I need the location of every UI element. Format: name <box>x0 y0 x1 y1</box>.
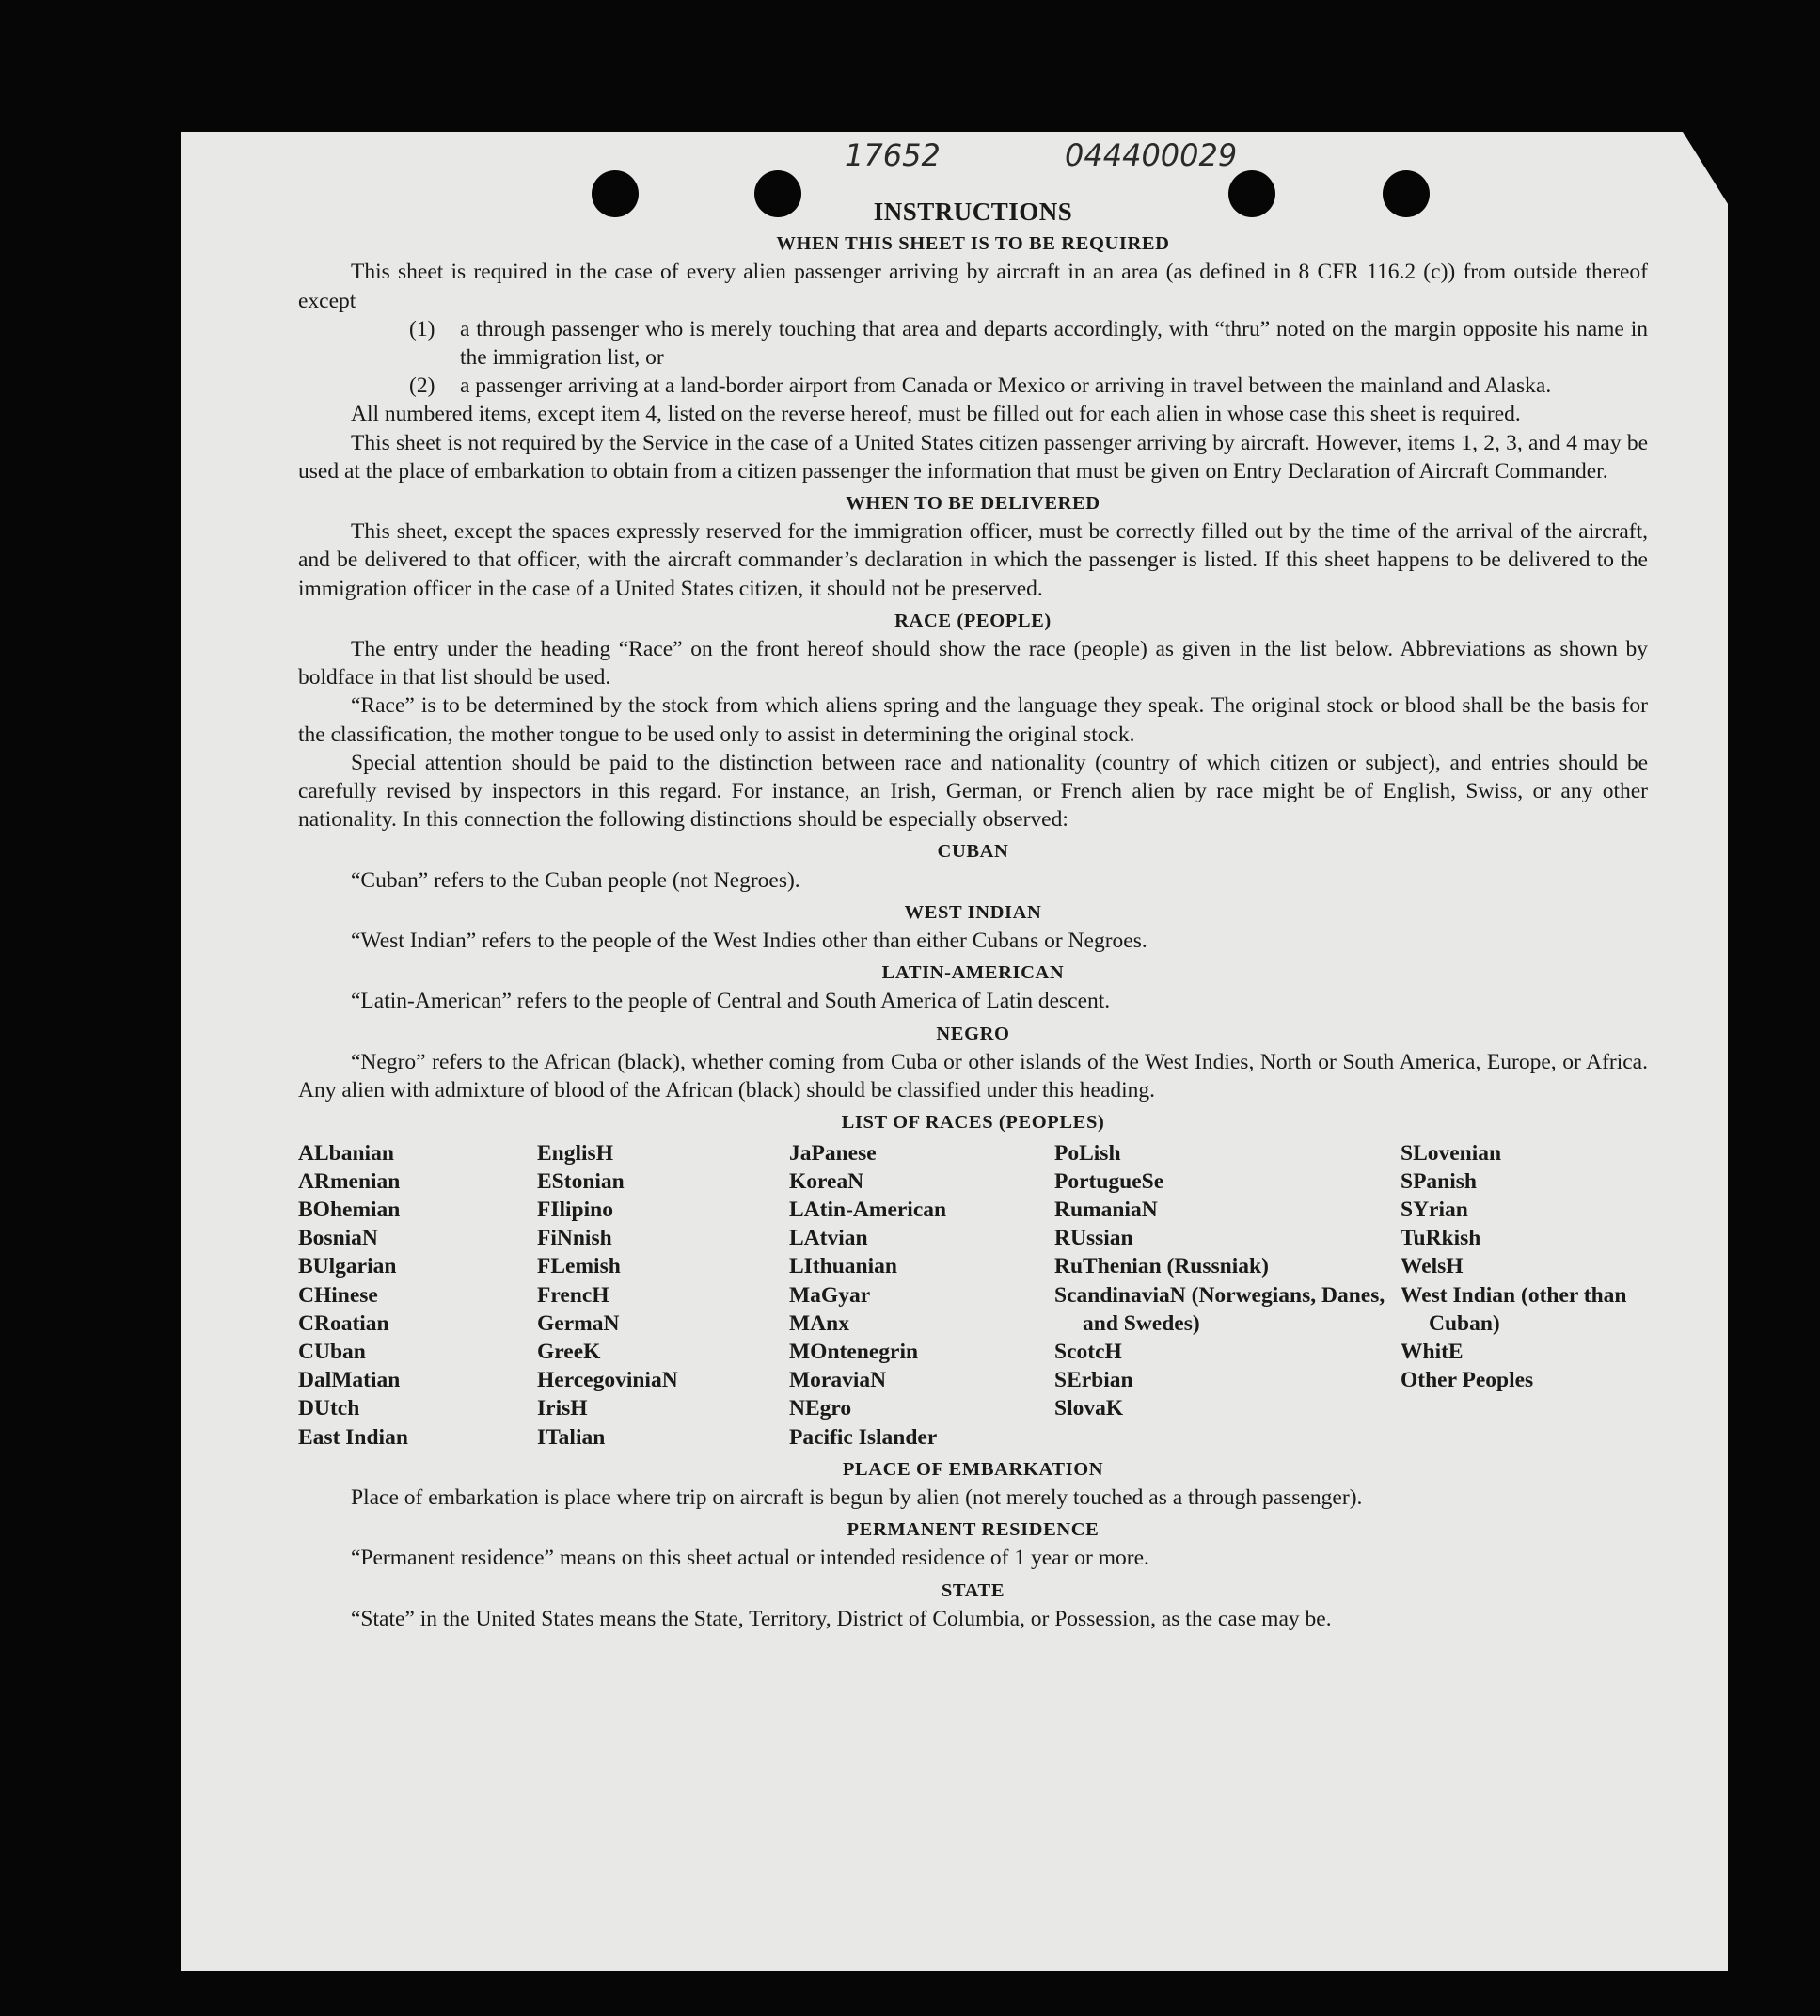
races-column <box>537 1139 789 1452</box>
clipped-corner <box>1683 132 1730 207</box>
race-entry: PoLish <box>1054 1140 1121 1166</box>
section-heading-race: RACE (PEOPLE) <box>894 610 1052 631</box>
race-entry: ScotcH <box>1054 1339 1122 1364</box>
race-entry: ALbanian <box>298 1140 394 1166</box>
instructions-body <box>298 198 1648 1633</box>
section-heading-required: WHEN THIS SHEET IS TO BE REQUIRED <box>776 233 1170 255</box>
paragraph-embarkation: Place of embarkation is place where trip on aircraft is begun by alien (not merely touched as a through passenger). <box>351 1484 1363 1510</box>
race-entry: FLemish <box>537 1254 621 1279</box>
race-entry: MOntenegrin <box>789 1339 919 1364</box>
paragraph-west-indian: “West Indian” refers to the people of the West Indies other than either Cubans or Negroes. <box>351 929 1147 954</box>
races-column <box>1401 1139 1645 1452</box>
race-entry: ITalian <box>537 1424 606 1450</box>
race-entry: PortugueSe <box>1054 1168 1164 1194</box>
race-entry: SLovenian <box>1401 1140 1502 1166</box>
race-entry: LAtvian <box>789 1226 868 1251</box>
race-entry: EStonian <box>537 1168 625 1194</box>
race-entry: BUlgarian <box>298 1254 397 1279</box>
race-entry: RumaniaN <box>1054 1197 1158 1222</box>
handwritten-number-left: 17652 <box>845 137 941 173</box>
race-entry: CUban <box>298 1339 366 1364</box>
race-entry: FIlipino <box>537 1197 613 1222</box>
race-entry: GermaN <box>537 1310 620 1336</box>
race-entry: GreeK <box>537 1339 601 1364</box>
race-entry: IrisH <box>537 1396 588 1421</box>
race-entry: DalMatian <box>298 1368 401 1393</box>
section-heading-embarkation: PLACE OF EMBARKATION <box>842 1458 1104 1480</box>
paragraph-numbered-items: All numbered items, except item 4, listed on the reverse hereof, must be filled out for each alien in whose case this sheet is required. <box>351 402 1521 427</box>
race-entry: EnglisH <box>537 1140 613 1166</box>
paragraph-race-nationality: Special attention should be paid to the distinction between race and nationality (country of which citizen or subject), and entries should be carefully revised by inspectors in this regard. For instance, an Irish, German, or French alien by race might be of English, Swiss, or any other nationality. In this connection the following distinctions should be especially observed: <box>298 750 1648 833</box>
race-entry: RuThenian (Russniak) <box>1054 1254 1269 1279</box>
races-column <box>789 1139 1054 1452</box>
race-entry: BosniaN <box>298 1226 378 1251</box>
section-heading-delivered: WHEN TO BE DELIVERED <box>846 493 1100 515</box>
section-heading-state: STATE <box>941 1579 1005 1601</box>
race-entry: SYrian <box>1401 1197 1468 1222</box>
race-entry: NEgro <box>789 1396 852 1421</box>
section-heading-latin-american: LATIN-AMERICAN <box>881 962 1065 984</box>
paragraph-race-definition: “Race” is to be determined by the stock from which aliens spring and the language they speak. The original stock or blood shall be the basis for the classification, the mother tongue to be used only to assist in determining the original stock. <box>298 693 1648 747</box>
race-entry: FrencH <box>537 1282 609 1308</box>
race-entry: KoreaN <box>789 1168 864 1194</box>
exception-number: (1) <box>409 316 435 341</box>
paragraph-delivered: This sheet, except the spaces expressly reserved for the immigration officer, must be correctly filled out by the time of the arrival of the aircraft, and be delivered to that officer, with the aircraft commander’s declaration in which the passenger is listed. If this sheet happens to be delivered to the immigration officer in the case of a United States citizen, it should not be preserved. <box>298 519 1648 601</box>
race-entry: Other Peoples <box>1401 1368 1534 1393</box>
race-entry: West Indian (other than Cuban) <box>1401 1282 1627 1336</box>
section-heading-west-indian: WEST INDIAN <box>904 901 1042 923</box>
race-entry: SErbian <box>1054 1368 1133 1393</box>
race-entry: TuRkish <box>1401 1226 1481 1251</box>
paragraph-residence: “Permanent residence” means on this sheet actual or intended residence of 1 year or more. <box>351 1546 1149 1571</box>
section-heading-races-list: LIST OF RACES (PEOPLES) <box>841 1112 1105 1134</box>
race-entry: MoraviaN <box>789 1368 887 1393</box>
paragraph-latin-american: “Latin-American” refers to the people of Central and South America of Latin descent. <box>351 989 1111 1014</box>
race-entry: ARmenian <box>298 1168 401 1194</box>
race-entry: East Indian <box>298 1424 408 1450</box>
paragraph-cuban: “Cuban” refers to the Cuban people (not Negroes). <box>351 867 800 893</box>
exception-item <box>298 372 1648 400</box>
race-entry: CRoatian <box>298 1310 389 1336</box>
race-entry: BOhemian <box>298 1197 401 1222</box>
race-entry: RUssian <box>1054 1226 1133 1251</box>
races-column <box>1054 1139 1401 1452</box>
paragraph-required: This sheet is required in the case of every alien passenger arriving by aircraft in an area (as defined in 8 CFR 116.2 (c)) from outside thereof except <box>298 260 1648 313</box>
race-entry: WelsH <box>1401 1254 1464 1279</box>
paragraph-citizen: This sheet is not required by the Service in the case of a United States citizen passenger arriving by aircraft. However, items 1, 2, 3, and 4 may be used at the place of embarkation to obtain from a citizen passenger the information that must be given on Entry Declaration of Aircraft Commander. <box>298 430 1648 484</box>
race-entry: MAnx <box>789 1310 849 1336</box>
race-entry: JaPanese <box>789 1140 877 1166</box>
exception-item <box>298 315 1648 372</box>
race-entry: LAtin-American <box>789 1197 947 1222</box>
race-entry: MaGyar <box>789 1282 871 1308</box>
races-list <box>298 1139 1648 1452</box>
handwritten-number-right: 044400029 <box>1065 137 1238 173</box>
race-entry: DUtch <box>298 1396 360 1421</box>
race-entry: FiNnish <box>537 1226 612 1251</box>
paragraph-race-entry: The entry under the heading “Race” on the front hereof should show the race (people) as given in the list below. Abbreviations as shown by boldface in that list should be used. <box>298 637 1648 691</box>
exception-text: a passenger arriving at a land-border airport from Canada or Mexico or arriving in travel between the mainland and Alaska. <box>460 373 1552 399</box>
race-entry: Pacific Islander <box>789 1424 938 1450</box>
race-entry: LIthuanian <box>789 1254 897 1279</box>
paragraph-state: “State” in the United States means the State, Territory, District of Columbia, or Possession, as the case may be. <box>351 1606 1332 1631</box>
race-entry: WhitE <box>1401 1339 1464 1364</box>
section-heading-cuban: CUBAN <box>937 841 1009 863</box>
race-entry: SlovaK <box>1054 1396 1124 1421</box>
exception-text: a through passenger who is merely touching that area and departs accordingly, with “thru” noted on the margin opposite his name in the immigration list, or <box>460 316 1648 371</box>
races-column <box>298 1139 537 1452</box>
section-heading-negro: NEGRO <box>936 1023 1010 1044</box>
race-entry: SPanish <box>1401 1168 1477 1194</box>
section-heading-residence: PERMANENT RESIDENCE <box>847 1519 1100 1541</box>
race-entry: CHinese <box>298 1282 378 1308</box>
exception-number: (2) <box>409 373 435 399</box>
document-sheet <box>181 132 1728 1971</box>
paragraph-negro: “Negro” refers to the African (black), whether coming from Cuba or other islands of the West Indies, North or South America, Europe, or Africa. Any alien with admixture of blood of the African (black) should be classified under this heading. <box>298 1049 1648 1103</box>
race-entry: HercegoviniaN <box>537 1368 678 1393</box>
race-entry: ScandinaviaN (Norwegians, Danes, and Swedes) <box>1054 1282 1385 1336</box>
page-title: INSTRUCTIONS <box>873 198 1073 226</box>
